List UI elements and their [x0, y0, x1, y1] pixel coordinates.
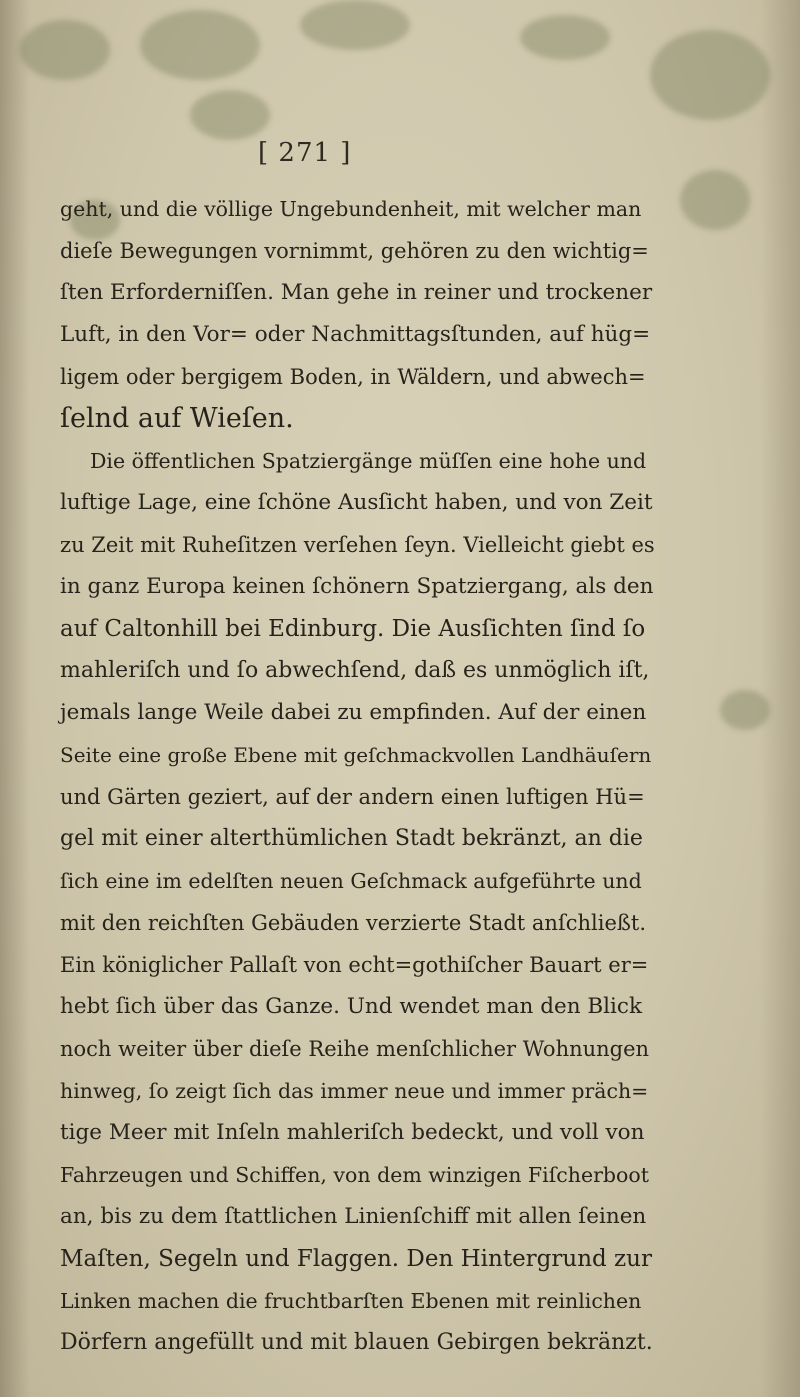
mould-stain — [520, 15, 610, 60]
text-line: Fahrzeugen und Schiffen, von dem winzigen Fiſcherboot — [60, 1163, 649, 1187]
text-line: dieſe Bewegungen vornimmt, gehören zu den wichtig= — [60, 239, 649, 263]
text-line: gel mit einer alterthümlichen Stadt bekränzt, an die — [60, 826, 643, 851]
text-line: an, bis zu dem ſtattlichen Linienſchiff mit allen ſeinen — [60, 1204, 647, 1229]
mould-stain — [300, 0, 410, 50]
page-number: [ 271 ] — [258, 138, 352, 168]
text-line: ligem oder bergigem Boden, in Wäldern, und abwech= — [60, 365, 646, 389]
page-edge-shadow-left — [0, 0, 30, 1397]
text-line: hinweg, ſo zeigt ſich das immer neue und immer präch= — [60, 1079, 649, 1103]
text-line: zu Zeit mit Ruheſitzen verſehen ſeyn. Vielleicht giebt es — [60, 533, 655, 557]
text-line: Luft, in den Vor= oder Nachmittagsſtunden, auf hüg= — [60, 322, 651, 347]
mould-stain — [720, 690, 770, 730]
text-line: geht, und die völlige Ungebundenheit, mit welcher man — [60, 197, 642, 221]
text-line: Linken machen die fruchtbarſten Ebenen mit reinlichen — [60, 1289, 642, 1313]
text-line: jemals lange Weile dabei zu empfinden. Auf der einen — [60, 700, 647, 725]
text-line: tige Meer mit Inſeln mahleriſch bedeckt, und voll von — [60, 1120, 645, 1145]
text-line: ſelnd auf Wieſen. — [60, 403, 294, 434]
text-line: luftige Lage, eine ſchöne Ausſicht haben, und von Zeit — [60, 490, 653, 515]
text-line: ſich eine im edelſten neuen Geſchmack aufgeführte und — [60, 869, 642, 893]
text-line: auf Caltonhill bei Edinburg. Die Ausſichten ſind ſo — [60, 616, 646, 642]
text-line: Die öffentlichen Spatziergänge müſſen eine hohe und — [90, 449, 647, 473]
mould-stain — [20, 20, 110, 80]
mould-stain — [650, 30, 770, 120]
body-text — [60, 188, 655, 1364]
text-line: mahleriſch und ſo abwechſend, daß es unmöglich iſt, — [60, 658, 650, 683]
text-line: Seite eine große Ebene mit geſchmackvollen Landhäuſern — [60, 743, 652, 767]
text-line: Dörfern angefüllt und mit blauen Gebirgen bekränzt. — [60, 1330, 653, 1355]
text-line: und Gärten geziert, auf der andern einen luftigen Hü= — [60, 785, 645, 809]
text-line: in ganz Europa keinen ſchönern Spatziergang, als den — [60, 574, 654, 599]
text-line: mit den reichſten Gebäuden verzierte Stadt anſchließt. — [60, 911, 647, 935]
mould-stain — [190, 90, 270, 140]
text-line: Maſten, Segeln und Flaggen. Den Hintergrund zur — [60, 1246, 652, 1272]
mould-stain — [140, 10, 260, 80]
mould-stain — [680, 170, 750, 230]
text-line: noch weiter über dieſe Reihe menſchlicher Wohnungen — [60, 1037, 650, 1061]
text-line: ſten Erforderniſſen. Man gehe in reiner und trockener — [60, 280, 653, 305]
text-line: hebt ſich über das Ganze. Und wendet man den Blick — [60, 994, 642, 1019]
text-line: Ein königlicher Pallaſt von echt=gothiſcher Bauart er= — [60, 953, 649, 977]
